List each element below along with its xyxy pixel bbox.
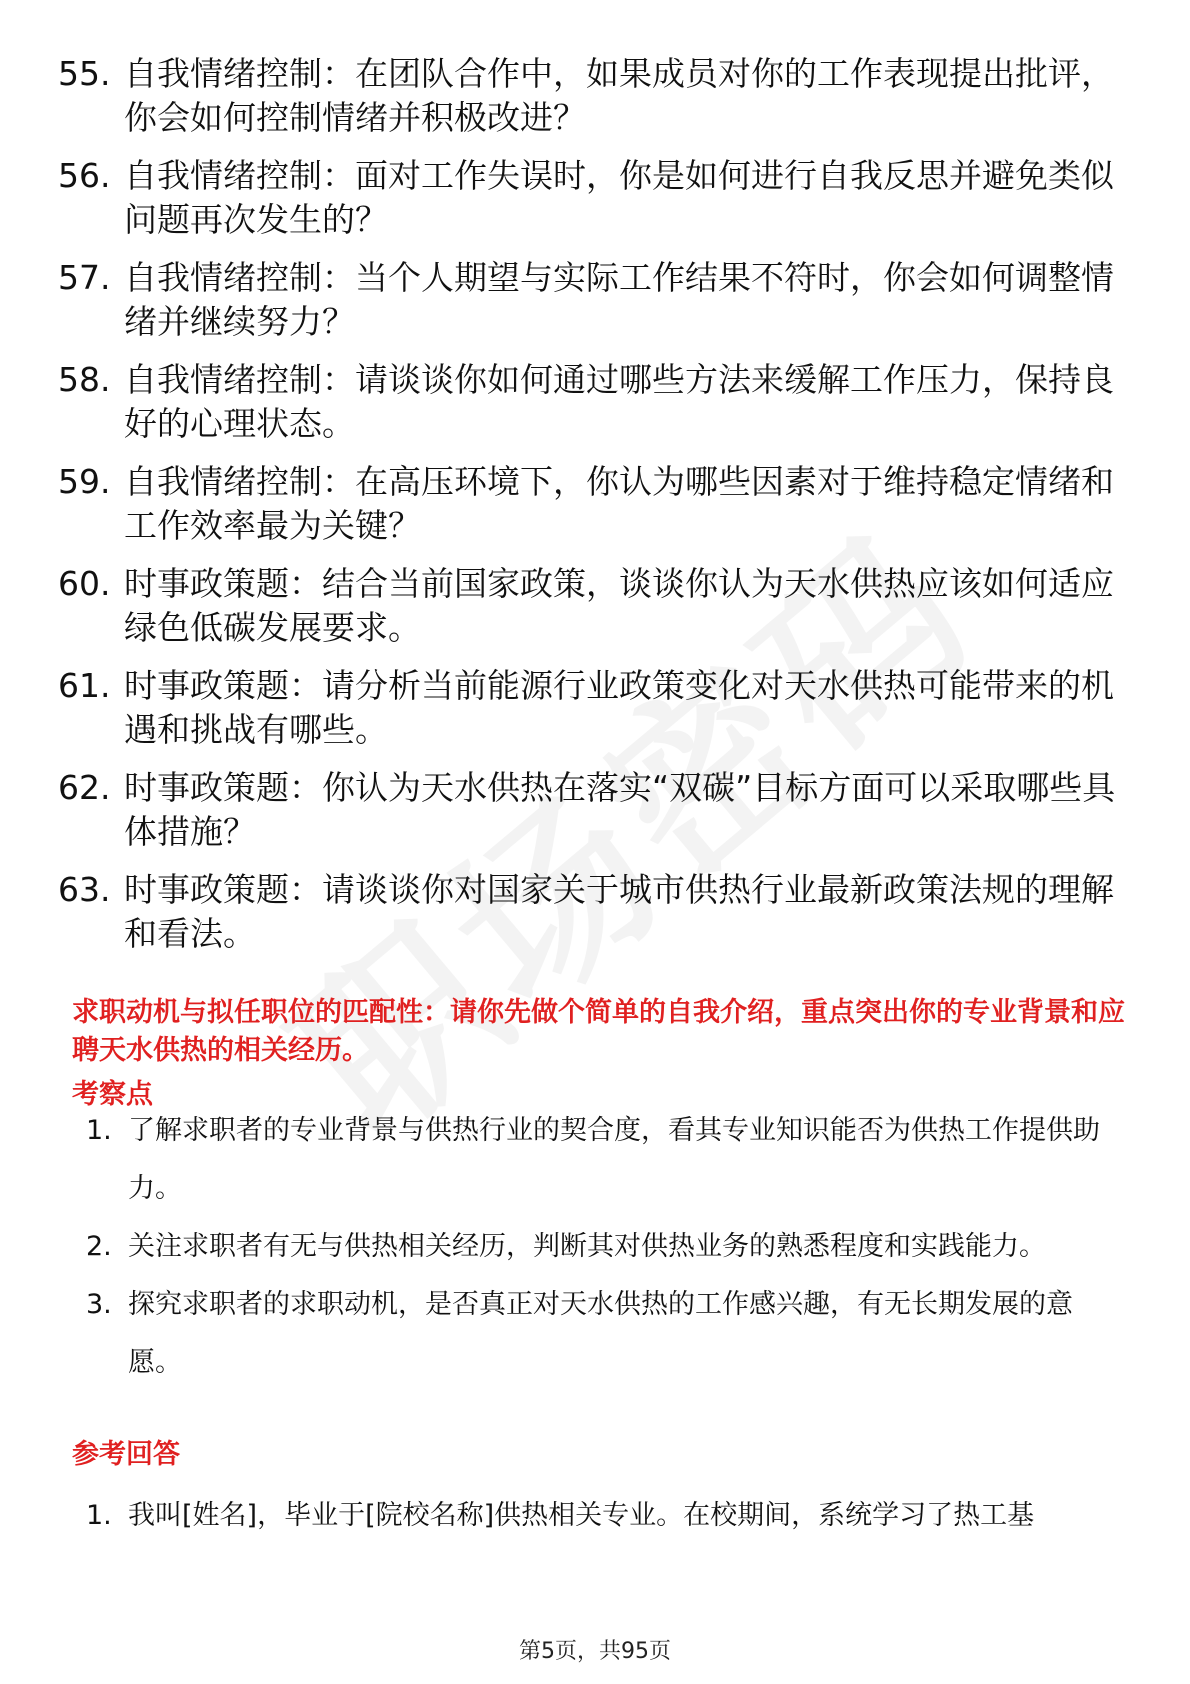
question-text: 自我情绪控制：请谈谈你如何通过哪些方法来缓解工作压力，保持良好的心理状态。 (124, 360, 1114, 443)
list-item (58, 562, 1130, 650)
list-item (86, 1218, 1126, 1276)
question-text: 时事政策题：请谈谈你对国家关于城市供热行业最新政策法规的理解和看法。 (124, 870, 1114, 953)
question-number: 62. (58, 768, 111, 807)
point-text: 探究求职者的求职动机，是否真正对天水供热的工作感兴趣，有无长期发展的意愿。 (128, 1289, 1073, 1378)
list-item (58, 868, 1130, 956)
question-number: 61. (58, 666, 111, 705)
question-number: 60. (58, 564, 111, 603)
list-item (86, 1102, 1126, 1218)
reference-answer-heading: 参考回答 (72, 1439, 180, 1470)
list-item (86, 1276, 1126, 1392)
question-text: 时事政策题：请分析当前能源行业政策变化对天水供热可能带来的机遇和挑战有哪些。 (124, 666, 1114, 749)
list-item (58, 766, 1130, 854)
question-text: 时事政策题：结合当前国家政策，谈谈你认为天水供热应该如何适应绿色低碳发展要求。 (124, 564, 1114, 647)
question-text: 自我情绪控制：当个人期望与实际工作结果不符时，你会如何调整情绪并继续努力？ (124, 258, 1114, 341)
point-number: 1. (86, 1115, 112, 1146)
question-number: 59. (58, 462, 111, 501)
question-number: 58. (58, 360, 111, 399)
question-text: 时事政策题：你认为天水供热在落实“双碳”目标方面可以采取哪些具体措施？ (124, 768, 1116, 851)
point-number: 3. (86, 1289, 112, 1320)
question-list (58, 52, 1130, 970)
answer-list (86, 1487, 1126, 1545)
question-number: 63. (58, 870, 111, 909)
question-text: 自我情绪控制：面对工作失误时，你是如何进行自我反思并避免类似问题再次发生的？ (124, 156, 1114, 239)
point-text: 了解求职者的专业背景与供热行业的契合度，看其专业知识能否为供热工作提供助力。 (128, 1115, 1100, 1204)
section-title: 求职动机与拟任职位的匹配性：请你先做个简单的自我介绍，重点突出你的专业背景和应聘天水供热的相关经历。 (72, 997, 1125, 1066)
exam-points-list (86, 1102, 1126, 1392)
question-text: 自我情绪控制：在团队合作中，如果成员对你的工作表现提出批评，你会如何控制情绪并积极改进？ (124, 54, 1114, 137)
point-number: 2. (86, 1231, 112, 1262)
list-item (58, 52, 1130, 140)
list-item (86, 1487, 1126, 1545)
question-number: 57. (58, 258, 111, 297)
point-text: 我叫[姓名]，毕业于[院校名称]供热相关专业。在校期间，系统学习了热工基 (128, 1500, 1035, 1531)
point-number: 1. (86, 1500, 112, 1531)
page-number: 第5页，共95页 (519, 1639, 671, 1664)
list-item (58, 664, 1130, 752)
point-text: 关注求职者有无与供热相关经历，判断其对供热业务的熟悉程度和实践能力。 (128, 1231, 1046, 1262)
list-item (58, 154, 1130, 242)
list-item (58, 358, 1130, 446)
list-item (58, 460, 1130, 548)
question-text: 自我情绪控制：在高压环境下，你认为哪些因素对于维持稳定情绪和工作效率最为关键？ (124, 462, 1114, 545)
question-number: 55. (58, 54, 111, 93)
question-number: 56. (58, 156, 111, 195)
exam-points-heading: 考察点 (72, 1079, 153, 1110)
list-item (58, 256, 1130, 344)
